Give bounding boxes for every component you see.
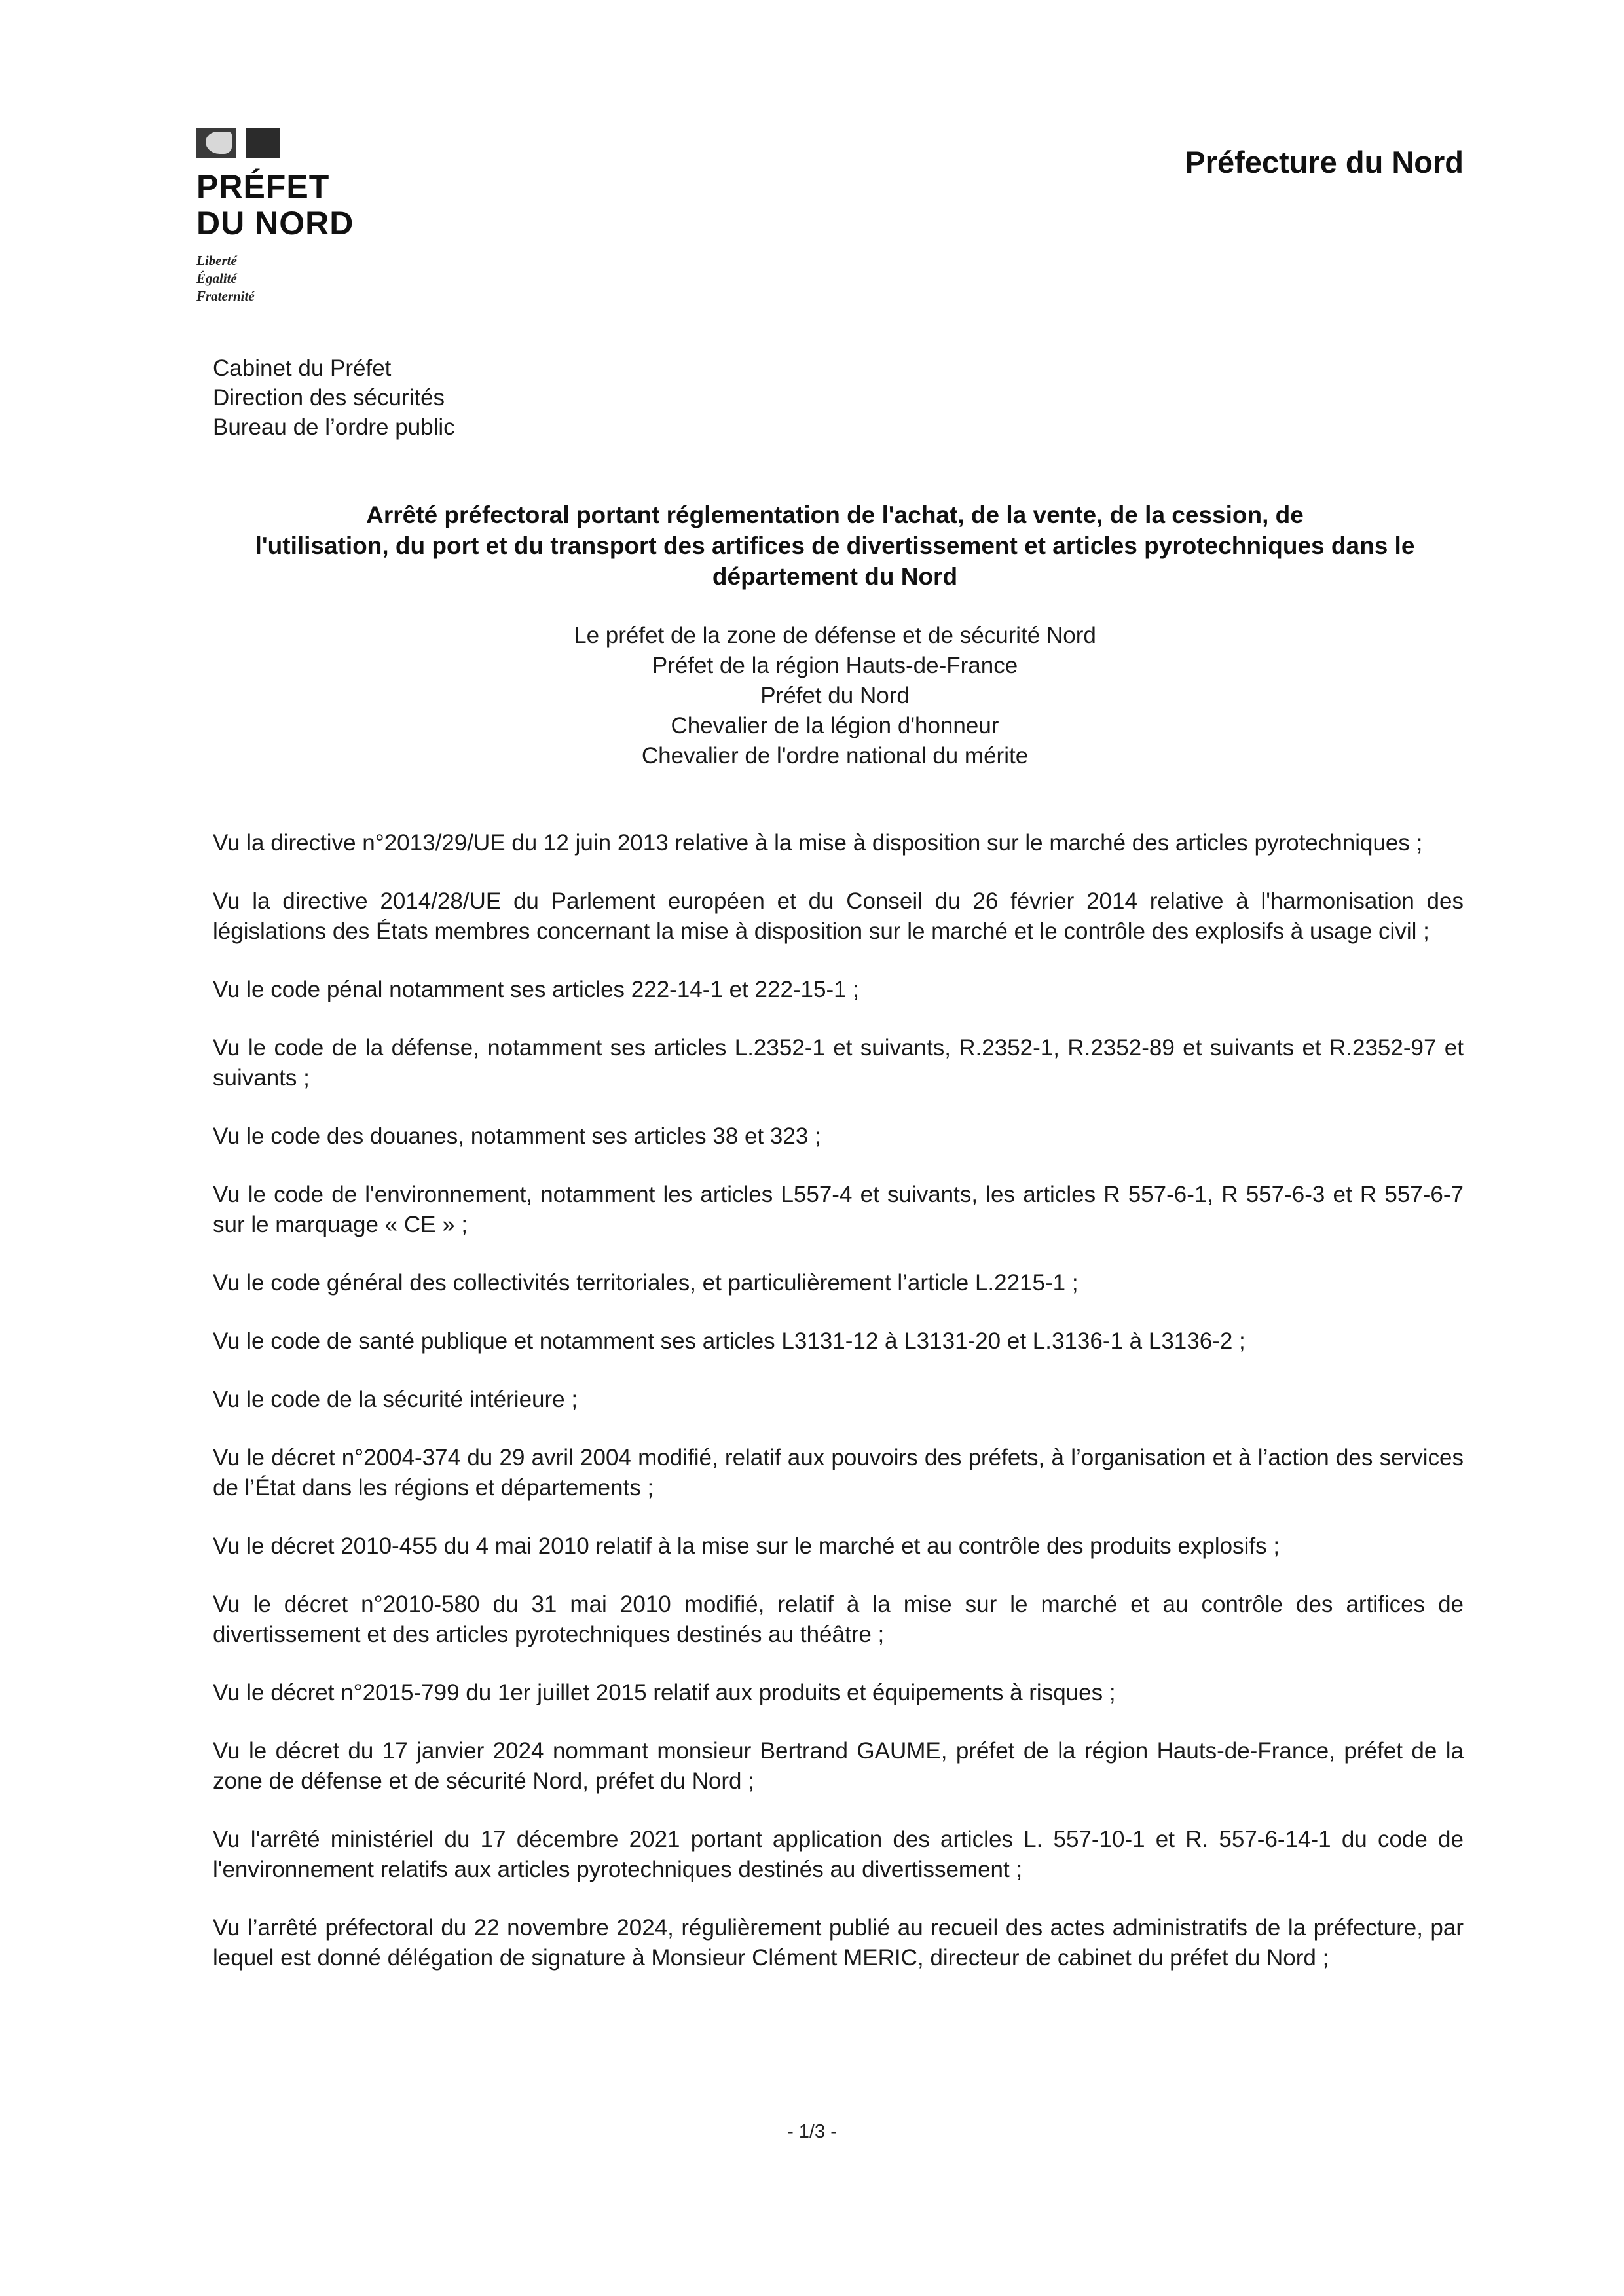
motto-line: Égalité — [196, 270, 237, 286]
decree-title-line: département du Nord — [712, 563, 958, 590]
service-block — [213, 354, 455, 442]
visa-paragraph: Vu le code de l'environnement, notamment les articles L557-4 et suivants, les articles R 557-6-1, R 557-6-3 et R 557-6-7 sur le marquage « CE » ; — [213, 1182, 1464, 1237]
prefect-title-line: Le préfet de la zone de défense et de sécurité Nord — [574, 623, 1096, 648]
prefect-title-line: Chevalier de la légion d'honneur — [671, 713, 999, 738]
visa-paragraph: Vu l’arrêté préfectoral du 22 novembre 2024, régulièrement publié au recueil des actes administratifs de la préfecture, par lequel est donné délégation de signature à Monsieur Clément MERIC, directeur de cabinet du préfet du Nord ; — [213, 1915, 1464, 1971]
prefect-title-line: Préfet de la région Hauts-de-France — [652, 653, 1018, 678]
visa-paragraph: Vu la directive 2014/28/UE du Parlement européen et du Conseil du 26 février 2014 relative à l'harmonisation des législations des États membres concernant la mise à disposition sur le marché et le contrôle des explosifs à usage civil ; — [213, 888, 1464, 944]
service-line: Direction des sécurités — [213, 385, 445, 410]
visa-paragraph: Vu le décret 2010-455 du 4 mai 2010 relatif à la mise sur le marché et au contrôle des produits explosifs ; — [213, 1533, 1280, 1559]
prefect-title-line: Chevalier de l'ordre national du mérite — [641, 743, 1029, 769]
visa-list — [213, 828, 1464, 1973]
visa-paragraph: Vu le décret n°2004-374 du 29 avril 2004 modifié, relatif aux pouvoirs des préfets, à l’organisation et à l’action des services de l’État dans les régions et départements ; — [213, 1445, 1464, 1501]
motto-line: Liberté — [196, 253, 237, 268]
visa-paragraph: Vu l'arrêté ministériel du 17 décembre 2021 portant application des articles L. 557-10-1 et R. 557-6-14-1 du code de l'environnement relatifs aux articles pyrotechniques destinés au divertissement ; — [213, 1827, 1464, 1882]
page-number: - 1/3 - — [787, 2121, 837, 2142]
visa-paragraph: Vu le code de la sécurité intérieure ; — [213, 1387, 578, 1412]
decree-title-line: l'utilisation, du port et du transport des artifices de divertissement et articles pyrotechniques dans le — [255, 532, 1415, 559]
visa-paragraph: Vu le code pénal notamment ses articles 222-14-1 et 222-15-1 ; — [213, 977, 860, 1002]
service-line: Cabinet du Préfet — [213, 355, 392, 381]
visa-paragraph: Vu le décret du 17 janvier 2024 nommant monsieur Bertrand GAUME, préfet de la région Hauts-de-France, préfet de la zone de défense et de sécurité Nord, préfet du Nord ; — [213, 1738, 1464, 1794]
logo-title — [196, 168, 471, 242]
visa-paragraph: Vu le décret n°2015-799 du 1er juillet 2015 relatif aux produits et équipements à risques ; — [213, 1680, 1116, 1705]
visa-paragraph: Vu la directive n°2013/29/UE du 12 juin 2013 relative à la mise à disposition sur le marché des articles pyrotechniques ; — [213, 830, 1423, 856]
prefect-titles — [327, 621, 1342, 771]
logo-title-line: PRÉFET — [196, 168, 330, 205]
decree-title — [196, 500, 1473, 592]
marianne-logo-block — [196, 128, 471, 305]
decree-title-line: Arrêté préfectoral portant réglementation de l'achat, de la vente, de la cession, de — [366, 501, 1304, 528]
visa-paragraph: Vu le code de santé publique et notamment ses articles L3131-12 à L3131-20 et L.3136-1 à L3136-2 ; — [213, 1328, 1246, 1354]
republic-motto — [196, 252, 471, 305]
service-line: Bureau de l’ordre public — [213, 414, 455, 440]
prefect-title-line: Préfet du Nord — [760, 683, 910, 708]
visa-paragraph: Vu le décret n°2010-580 du 31 mai 2010 modifié, relatif à la mise sur le marché et au contrôle des artifices de divertissement et des articles pyrotechniques destinés au théâtre ; — [213, 1592, 1464, 1647]
logo-title-line: DU NORD — [196, 205, 354, 242]
visa-paragraph: Vu le code des douanes, notamment ses articles 38 et 323 ; — [213, 1123, 821, 1149]
marianne-logo-icon — [196, 128, 280, 158]
motto-line: Fraternité — [196, 288, 255, 304]
prefecture-name: Préfecture du Nord — [1185, 145, 1464, 179]
visa-paragraph: Vu le code général des collectivités territoriales, et particulièrement l’article L.2215-1 ; — [213, 1270, 1079, 1296]
visa-paragraph: Vu le code de la défense, notamment ses articles L.2352-1 et suivants, R.2352-1, R.2352-89 et suivants et R.2352-97 et suivants ; — [213, 1035, 1464, 1091]
